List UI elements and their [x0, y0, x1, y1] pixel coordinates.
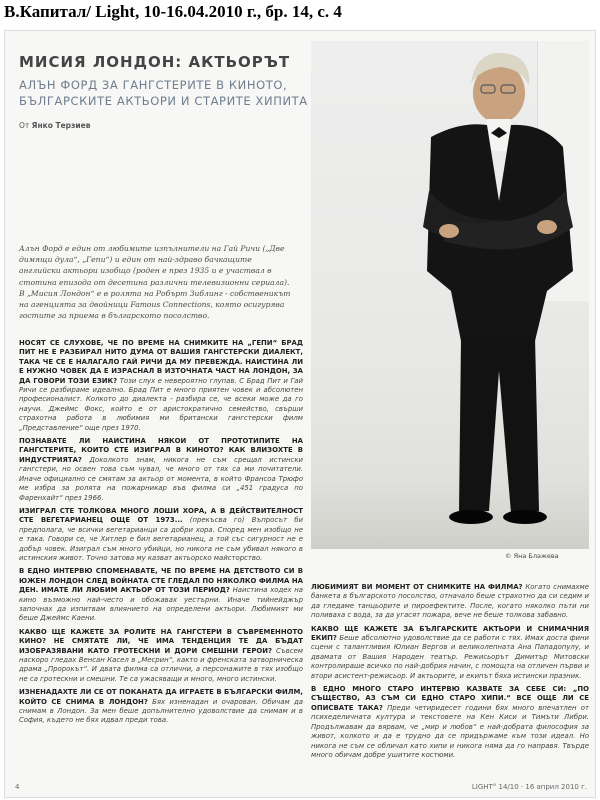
qa-item	[311, 625, 589, 681]
answer: Когато снимахме банкета в българското посолство, отначало беше страхотно да си седим и да гледаме танцьорите и пироефектите. После, когато няколко пъти ни поливаха с вода, за да угасят пожара, вече не беше толкова забавно.	[311, 583, 589, 620]
qa-item	[19, 688, 303, 726]
answer: Този слух е невероятно глупав. С Брад Пит и Гай Ричи се разбираме идеално. Брад Пит е много приятен човек и абсолютен професионалист. Колкото до диалекта - разбира се, че всеки може да го научи. Джеймс Фокс, който е от аристократично семейство, свърши страхотна работа в любимия ми британски гангстерски филм „Представление“ още през 1970.	[19, 376, 303, 432]
question: КАКВО ЩЕ КАЖЕТЕ ЗА БЪЛГАРСКИТЕ АКТЬОРИ И СНИМАЧНИЯ ЕКИП?	[311, 624, 589, 643]
page-number: 4	[15, 783, 20, 791]
issue-info: LIGHT° 14/10 · 16 април 2010 г.	[471, 783, 587, 791]
answer: (прекъсва го) Въпросът би предполага, че всички вегетарианци са добри хора. Според мен изобщо не е така. Говори се, че Хитлер е бил вегетарианец, а той със сигурност не е добър човек. Изиграл съм много убийци, но никога не съм убивал някого в истинския живот. Точно затова му казват актьорско майсторство.	[19, 516, 303, 562]
magazine-page	[4, 30, 596, 798]
actor-figure-illustration	[311, 41, 589, 549]
answer: Преди четиридесет години бях много впечатлен от психеделичната култура и текстовете на Кен Киси и Тимъти Либри. Продължавам да вярвам, че „мир и любов“ е най-добрата философия за живот, колкото и да е трудно да се придържаме към този идеал. Но никога не съм се обличал като хипи и никога няма да го направя. Твърде много обичам добре ушитите костюми.	[311, 703, 589, 759]
qa-item	[311, 583, 589, 621]
article-headline: МИСИЯ ЛОНДОН: АКТЬОРЪТ	[19, 53, 291, 71]
question: ИЗНЕНАДАХТЕ ЛИ СЕ ОТ ПОКАНАТА ДА ИГРАЕТЕ В БЪЛГАРСКИ ФИЛМ, КОЙТО СЕ СНИМА В ЛОНДОН?	[19, 688, 303, 706]
photo-credit: © Яна Блажева	[505, 552, 559, 560]
answer: Доколкото знам, никога не съм срещал истински гангстери, но освен това съм чувал, че много от тях са ми почитатели. Иначе официално се смятам за актьор от момента, в който Франсоа Трюфо ме избра за ролята на пожарникар във филма си „451 градуса по Фаренхайт“ през 1966.	[19, 455, 303, 502]
question: НОСЯТ СЕ СЛУХОВЕ, ЧЕ ПО ВРЕМЕ НА СНИМКИТЕ НА „ГЕПИ“ БРАД ПИТ НЕ Е РАЗБИРАЛ НИТО ДУМА ОТ ВАШИЯ ГАНГСТЕРСКИ ДИАЛЕКТ, ТАКА ЧЕ СЕ Е НАЛАГАЛО ГАЙ РИЧИ ДА МУ ПРЕВЕЖДА. НАИСТИНА ЛИ Е НУЖНО ЧОВЕК ДА Е ИЗРАСНАЛ В ИЗТОЧНАТА ЧАСТ НА ЛОНДОН, ЗА ДА ГОВОРИ ТОЗИ ЕЗИК?	[19, 339, 303, 385]
answer: Съвсем наскоро гледах Венсан Касел в „Месрин“, както и френската затворническа драма „Пророкът“. И двата филма са отлични, а персонажите в тях изобщо не са гротескни и смешни. Те са ужасяващи и много, много истински.	[19, 646, 303, 683]
citation-header: В.Капитал/ Light, 10-16.04.2010 г., бр. 14, с. 4	[4, 2, 342, 21]
answer: Наистина ходех на кино възможно най-често и обожавах уестърни. Иначе тийнейджър започнах да изпитвам влиянието на определени актьори. Любимият ми беше Джеймс Каени.	[19, 586, 303, 623]
article-intro: Алън Форд е един от любимите изпълнители на Гай Ричи („Две димящи дула“, „Гепи“) и един от най-здраво бачкащите английски актьори изобщо (роден е през 1935 и е участвал в стотина епизода от десетина различни телевизионни сериала). В „Мисия Лондон“ е в ролята на Робърт Зиблинг - собственикът на агенцията за двойници Famous Connections, която осигурява гостите за приема в българското посолство.	[19, 244, 291, 321]
answer: Беше абсолютно удоволствие да се работи с тях. Имах доста фини сцени с талантливия Юлиан Вергов и великолепната Ана Пападопулу, и двамата от Вашия Народен театър. Режисьорът Димитър Митовски контролираше всичко по най-добрия начин, с помощта на отличен първи и втори асистент-режисьор. И актьорите, и екипът бяха истински празник.	[311, 634, 589, 680]
byline	[19, 121, 91, 130]
qa-item	[19, 437, 303, 503]
question: ЛЮБИМИЯТ ВИ МОМЕНТ ОТ СНИМКИТЕ НА ФИЛМА?	[311, 583, 523, 591]
qa-item	[19, 628, 303, 684]
qa-item	[19, 507, 303, 563]
question: КАКВО ЩЕ КАЖЕТЕ ЗА РОЛИТЕ НА ГАНГСТЕРИ В СЪВРЕМЕННОТО КИНО? НЕ СМЯТАТЕ ЛИ, ЧЕ ИМА ТЕНДЕНЦИЯ ТЕ ДА БЪДАТ ИЗОБРАЗЯВАНИ КАТО ГРОТЕСКНИ И ДОРИ СМЕШНИ ГЕРОИ?	[19, 627, 303, 655]
actor-photo	[311, 41, 589, 549]
qa-column-left	[19, 339, 303, 730]
article-subheadline: АЛЪН ФОРД ЗА ГАНГСТЕРИТЕ В КИНОТО, БЪЛГАРСКИТЕ АКТЬОРИ И СТАРИТЕ ХИПИТА	[19, 78, 308, 108]
question: ПОЗНАВАТЕ ЛИ НАИСТИНА НЯКОИ ОТ ПРОТОТИПИТЕ НА ГАНГСТЕРИТЕ, КОИТО СТЕ ИЗИГРАЛ В КИНОТО? КАК ВЛИЗОХТЕ В ИНДУСТРИЯТА?	[19, 437, 303, 464]
qa-item	[19, 567, 303, 623]
question: ИЗИГРАЛ СТЕ ТОЛКОВА МНОГО ЛОШИ ХОРА, А В ДЕЙСТВИТЕЛНОСТ СТЕ ВЕГЕТАРИАНЕЦ ОЩЕ ОТ 1973...	[19, 506, 303, 525]
byline-author: Янко Терзиев	[31, 121, 91, 130]
qa-item	[311, 685, 589, 760]
byline-prefix: От	[19, 121, 30, 130]
question: В ЕДНО ИНТЕРВЮ СПОМЕНАВАТЕ, ЧЕ ПО ВРЕМЕ НА ДЕТСТВОТО СИ В ЮЖЕН ЛОНДОН СЛЕД ВОЙНАТА СТЕ ГЛЕДАЛ ПО НЯКОЛКО ФИЛМА НА ДЕН. ИМАТЕ ЛИ ЛЮБИМ АКТЬОР ОТ ТОЗИ ПЕРИОД?	[19, 567, 303, 595]
question: В ЕДНО МНОГО СТАРО ИНТЕРВЮ КАЗВАТЕ ЗА СЕБЕ СИ: „ПО СЪЩЕСТВО, АЗ СЪМ СИ ЕДНО СТАРО ХИПИ.“ ВСЕ ОЩЕ ЛИ СЕ ОПИСВАТЕ ТАКА?	[311, 685, 589, 712]
qa-column-right	[311, 583, 589, 764]
answer: Бях изненадан и очарован. Обичам да снимам в Лондон. За мен беше допълнително удоволствие да снимам и в София, където не бях идвал преди това.	[19, 697, 303, 725]
qa-item	[19, 339, 303, 433]
